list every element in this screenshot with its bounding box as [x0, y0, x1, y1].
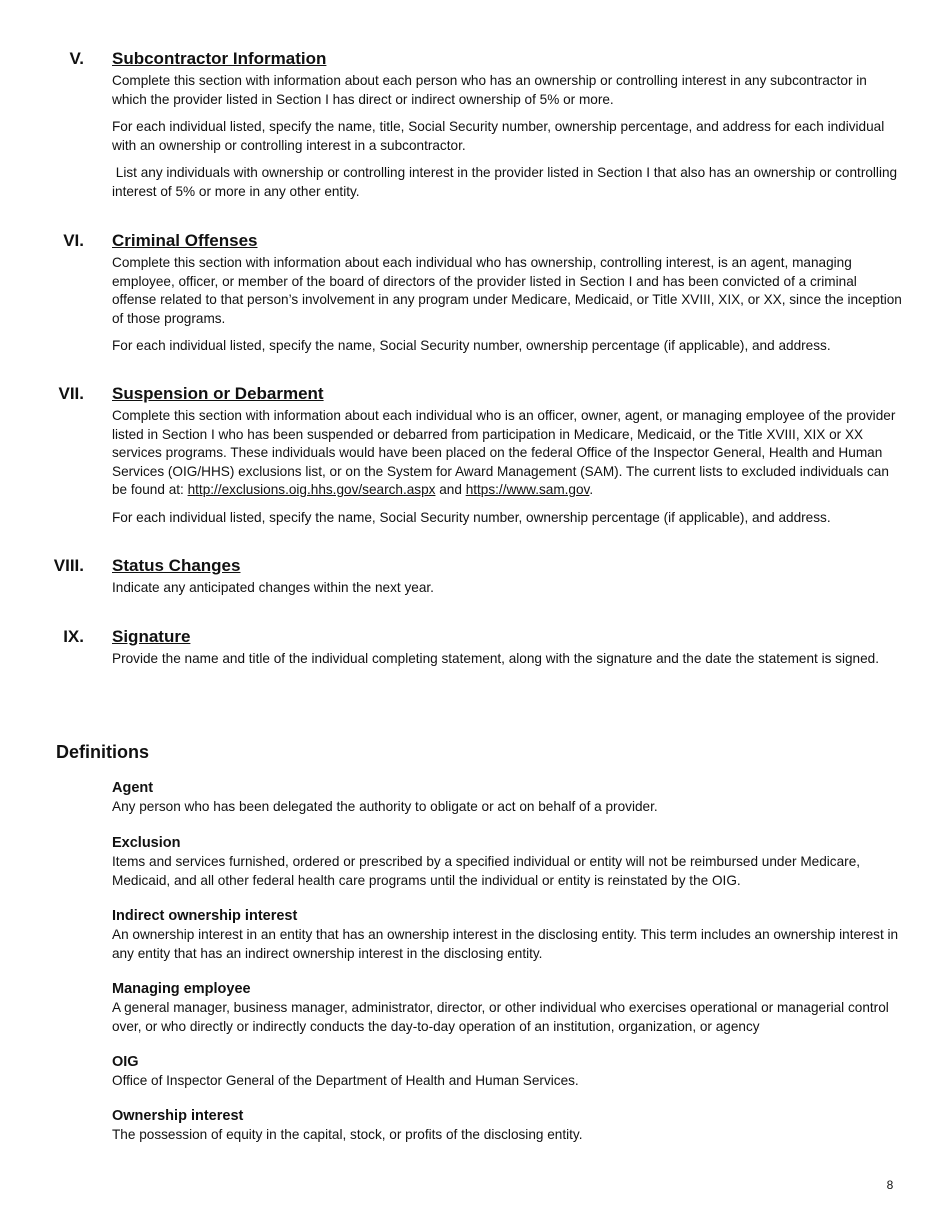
section-title: Signature — [112, 627, 191, 646]
definition-text: A general manager, business manager, administrator, director, or other individual who exercises operational or managerial control over, or who directly or indirectly conducts the day-to-day operation of an institution, organization, or agency — [112, 1000, 889, 1034]
section-number: V. — [69, 49, 84, 68]
definition-term: Agent — [112, 780, 154, 796]
definition-text: Office of Inspector General of the Department of Health and Human Services. — [112, 1073, 579, 1088]
page-number: 8 — [886, 1178, 894, 1192]
definition-term: Managing employee — [112, 981, 251, 997]
section-number: VI. — [63, 231, 84, 250]
section-paragraph: For each individual listed, specify the name, Social Security number, ownership percentage (if applicable), and address. — [112, 338, 831, 353]
section-paragraph: Provide the name and title of the individual completing statement, along with the signature and the date the statement is signed. — [112, 651, 880, 666]
section-paragraph: For each individual listed, specify the name, Social Security number, ownership percentage (if applicable), and address. — [112, 510, 831, 525]
paragraph-text: Complete this section with information about each individual who is an officer, owner, agent, or managing employee of the provider listed in Section I who has been suspended or debarred from participation in Medicare, Medicaid, or the Title XVIII, XIX or XX services programs. These individuals would have been placed on the federal Office of the Inspector General, Health and Human Services (OIG/HHS) exclusions list, or on the System for Award Management (SAM). The current lists to excluded individuals can be found at: — [112, 408, 896, 497]
section-paragraph — [112, 407, 902, 500]
definition-text: Items and services furnished, ordered or prescribed by a specified individual or entity will not be reimbursed under Medicare, Medicaid, and all other federal health care programs until the individual or entity is reinstated by the OIG. — [112, 854, 861, 888]
section-paragraph: Indicate any anticipated changes within the next year. — [112, 580, 434, 595]
section-title: Suspension or Debarment — [112, 384, 324, 403]
section-title: Criminal Offenses — [112, 231, 258, 250]
definition-term: Indirect ownership interest — [112, 908, 298, 924]
link-joiner: and — [435, 482, 466, 497]
definitions-heading: Definitions — [56, 742, 149, 762]
definition-text: Any person who has been delegated the authority to obligate or act on behalf of a provider. — [112, 799, 658, 814]
section-number: VII. — [58, 384, 84, 403]
definition-term: Ownership interest — [112, 1108, 244, 1124]
oig-exclusions-link[interactable]: http://exclusions.oig.hhs.gov/search.aspx — [187, 482, 436, 497]
definition-term: Exclusion — [112, 835, 181, 851]
section-paragraph: For each individual listed, specify the name, title, Social Security number, ownership percentage, and address for each individual with an ownership or controlling interest in a subcontractor. — [112, 119, 885, 153]
section-paragraph: Complete this section with information about each person who has an ownership or controlling interest in any subcontractor in which the provider listed in Section I has direct or indirect ownership of 5% or more. — [112, 73, 867, 107]
sentence-end: . — [589, 482, 594, 497]
definition-text: An ownership interest in an entity that has an ownership interest in the disclosing entity. This term includes an ownership interest in any entity that has an indirect ownership interest in the disclosing entity. — [112, 927, 899, 961]
section-title: Status Changes — [112, 556, 241, 575]
section-paragraph: List any individuals with ownership or controlling interest in the provider listed in Section I that also has an ownership or controlling interest of 5% or more in any other entity. — [112, 165, 901, 199]
definition-text: The possession of equity in the capital, stock, or profits of the disclosing entity. — [112, 1127, 583, 1142]
sam-gov-link[interactable]: https://www.sam.gov — [465, 482, 590, 497]
section-paragraph: Complete this section with information about each individual who has ownership, controlling interest, is an agent, managing employee, officer, or member of the board of directors of the provider listed in Section I and has been convicted of a criminal offense related to that person’s involvement in any program under Medicare, Medicaid, or Title XVIII, XIX, or XX, since the inception of those programs. — [112, 255, 902, 326]
section-number: VIII. — [53, 556, 84, 575]
definition-term: OIG — [112, 1054, 139, 1070]
section-title: Subcontractor Information — [112, 49, 327, 68]
section-number: IX. — [63, 627, 84, 646]
